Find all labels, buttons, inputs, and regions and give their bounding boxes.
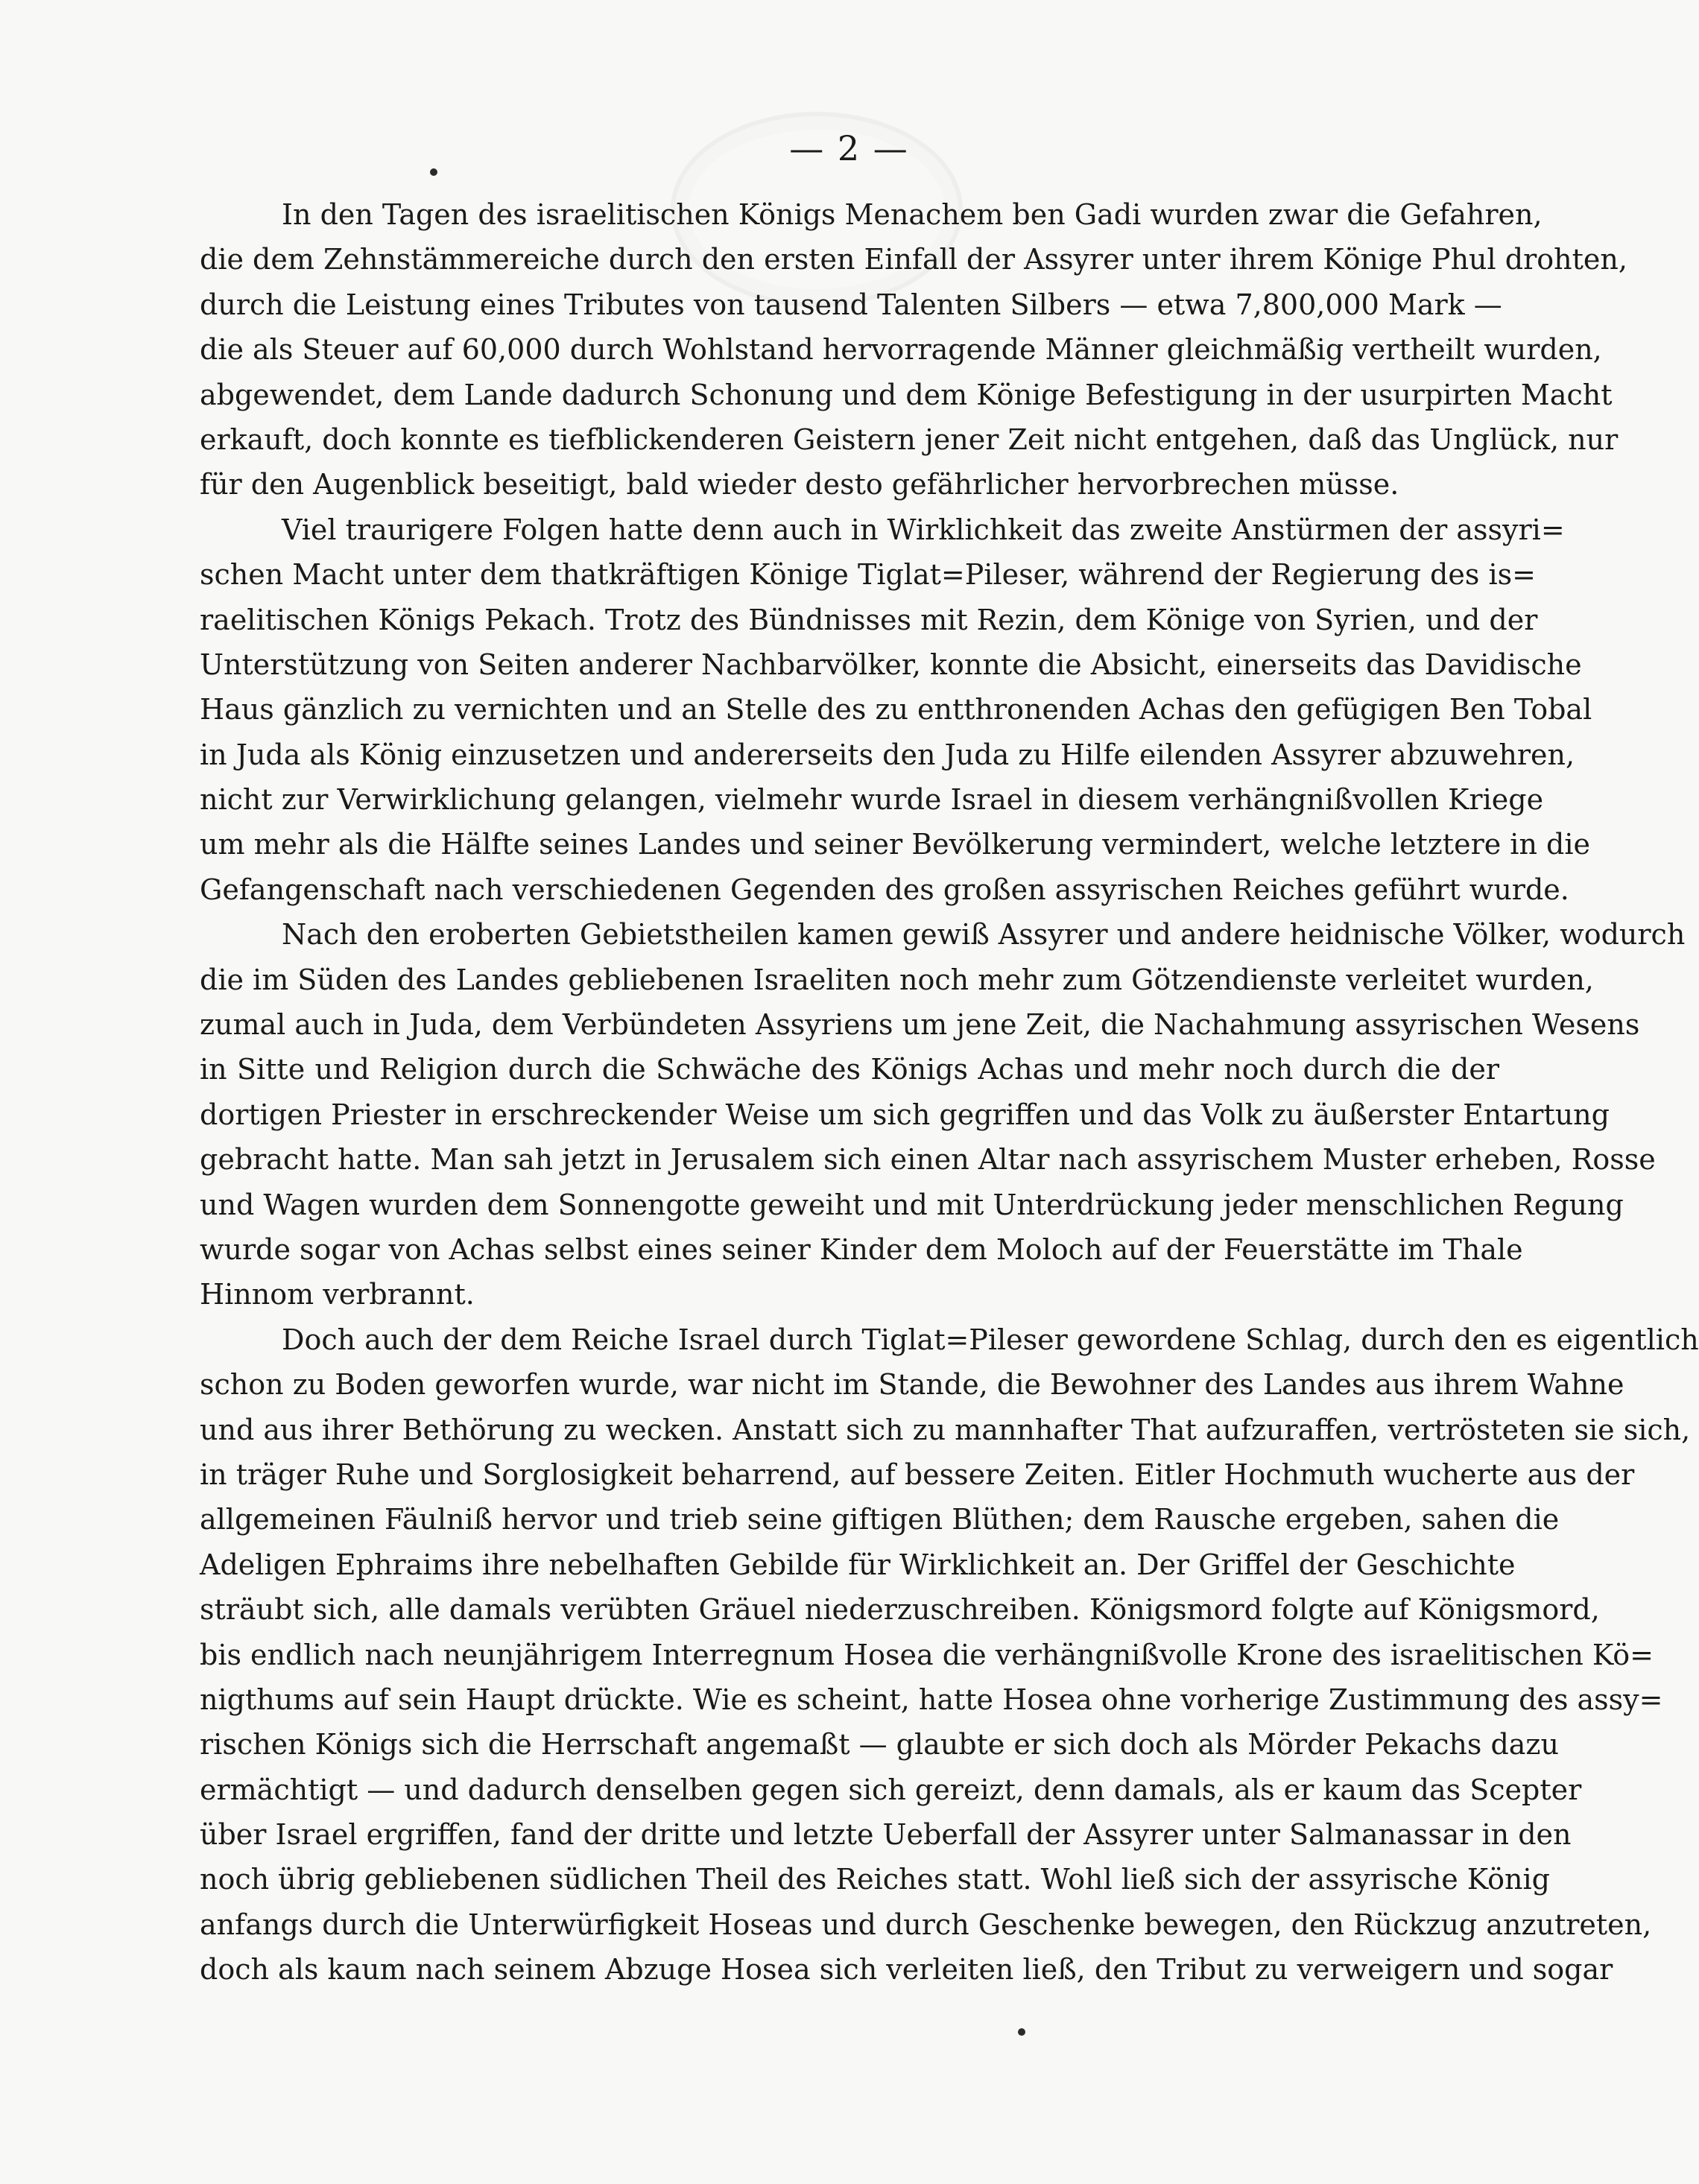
text-line: Hinnom verbrannt. bbox=[200, 1278, 475, 1311]
text-line: Adeligen Ephraims ihre nebelhaften Gebilde für Wirklichkeit an. Der Griffel der Geschichte bbox=[200, 1548, 1516, 1581]
text-line: in Juda als König einzusetzen und andererseits den Juda zu Hilfe eilenden Assyrer abzuwehren, bbox=[200, 738, 1575, 771]
text-line: Haus gänzlich zu vernichten und an Stelle des zu entthronenden Achas den gefügigen Ben Tobal bbox=[200, 693, 1592, 727]
text-line: abgewendet, dem Lande dadurch Schonung und dem Könige Befestigung in der usurpirten Macht bbox=[200, 378, 1613, 411]
text-line: Unterstützung von Seiten anderer Nachbarvölker, konnte die Absicht, einerseits das Davidische bbox=[200, 648, 1582, 681]
text-line: Nach den eroberten Gebietstheilen kamen gewiß Assyrer und andere heidnische Völker, wodurch bbox=[282, 918, 1686, 952]
text-line: rischen Königs sich die Herrschaft angemaßt — glaubte er sich doch als Mörder Pekachs dazu bbox=[200, 1728, 1559, 1762]
text-line: erkauft, doch konnte es tiefblickenderen Geistern jener Zeit nicht entgehen, daß das Unglück, nur bbox=[200, 422, 1619, 456]
text-line: wurde sogar von Achas selbst eines seiner Kinder dem Moloch auf der Feuerstätte im Thale bbox=[200, 1232, 1523, 1266]
text-line: die als Steuer auf 60,000 durch Wohlstand hervorragende Männer gleichmäßig vertheilt wurden, bbox=[200, 333, 1602, 367]
ink-dot bbox=[430, 168, 437, 176]
text-line: schen Macht unter dem thatkräftigen Könige Tiglat=Pileser, während der Regierung des is= bbox=[200, 558, 1536, 592]
text-line: In den Tagen des israelitischen Königs Menachem ben Gadi wurden zwar die Gefahren, bbox=[282, 198, 1543, 231]
text-line: für den Augenblick beseitigt, bald wieder desto gefährlicher hervorbrechen müsse. bbox=[200, 468, 1399, 501]
text-line: Gefangenschaft nach verschiedenen Gegenden des großen assyrischen Reiches geführt wurde. bbox=[200, 873, 1569, 906]
text-line: nigthums auf sein Haupt drückte. Wie es scheint, hatte Hosea ohne vorherige Zustimmung des assy= bbox=[200, 1683, 1663, 1716]
text-line: sträubt sich, alle damals verübten Gräuel niederzuschreiben. Königsmord folgte auf Königsmord, bbox=[200, 1593, 1600, 1627]
text-line: raelitischen Königs Pekach. Trotz des Bündnisses mit Rezin, dem Könige von Syrien, und der bbox=[200, 603, 1538, 636]
paragraph bbox=[200, 912, 1686, 1317]
paragraph bbox=[200, 1317, 1699, 1992]
text-line: noch übrig gebliebenen südlichen Theil des Reiches statt. Wohl ließ sich der assyrische König bbox=[200, 1863, 1550, 1896]
text-line: allgemeinen Fäulniß hervor und trieb seine giftigen Blüthen; dem Rausche ergeben, sahen die bbox=[200, 1503, 1560, 1536]
paragraph bbox=[200, 192, 1627, 507]
text-line: und aus ihrer Bethörung zu wecken. Anstatt sich zu mannhafter That aufzuraffen, vertrösteten sie sich, bbox=[200, 1413, 1691, 1446]
text-line: in Sitte und Religion durch die Schwäche des Königs Achas und mehr noch durch die der bbox=[200, 1053, 1499, 1086]
ink-dot bbox=[1018, 2028, 1025, 2036]
text-line: Viel traurigere Folgen hatte denn auch in Wirklichkeit das zweite Anstürmen der assyri= bbox=[282, 513, 1565, 546]
text-line: in träger Ruhe und Sorglosigkeit beharrend, auf bessere Zeiten. Eitler Hochmuth wucherte aus der bbox=[200, 1457, 1635, 1491]
text-line: und Wagen wurden dem Sonnengotte geweiht und mit Unterdrückung jeder menschlichen Regung bbox=[200, 1188, 1624, 1221]
text-line: gebracht hatte. Man sah jetzt in Jerusalem sich einen Altar nach assyrischem Muster erheben, Rosse bbox=[200, 1143, 1656, 1177]
text-line: doch als kaum nach seinem Abzuge Hosea sich verleiten ließ, den Tribut zu verweigern und sogar bbox=[200, 1953, 1613, 1987]
paragraph bbox=[200, 507, 1592, 913]
text-line: durch die Leistung eines Tributes von tausend Talenten Silbers — etwa 7,800,000 Mark — bbox=[200, 288, 1502, 321]
text-line: die dem Zehnstämmereiche durch den ersten Einfall der Assyrer unter ihrem Könige Phul drohten, bbox=[200, 243, 1627, 276]
text-line: zumal auch in Juda, dem Verbündeten Assyriens um jene Zeit, die Nachahmung assyrischen Wesens bbox=[200, 1008, 1640, 1042]
page-number: — 2 — bbox=[789, 128, 909, 168]
text-line: um mehr als die Hälfte seines Landes und seiner Bevölkerung vermindert, welche letztere in die bbox=[200, 828, 1590, 861]
text-line: anfangs durch die Unterwürfigkeit Hoseas und durch Geschenke bewegen, den Rückzug anzutreten, bbox=[200, 1908, 1652, 1941]
text-line: die im Süden des Landes gebliebenen Israeliten noch mehr zum Götzendienste verleitet wurden, bbox=[200, 963, 1594, 996]
main-text bbox=[200, 192, 1699, 1992]
text-line: Doch auch der dem Reiche Israel durch Tiglat=Pileser gewordene Schlag, durch den es eigentlich bbox=[282, 1323, 1699, 1356]
text-line: schon zu Boden geworfen wurde, war nicht im Stande, die Bewohner des Landes aus ihrem Wahne bbox=[200, 1368, 1624, 1402]
text-line: ermächtigt — und dadurch denselben gegen sich gereizt, denn damals, als er kaum das Scepter bbox=[200, 1773, 1582, 1806]
text-line: bis endlich nach neunjährigem Interregnum Hosea die verhängnißvolle Krone des israelitischen Kö= bbox=[200, 1638, 1654, 1671]
text-line: dortigen Priester in erschreckender Weise um sich gegriffen und das Volk zu äußerster Entartung bbox=[200, 1098, 1610, 1131]
text-line: nicht zur Verwirklichung gelangen, vielmehr wurde Israel in diesem verhängnißvollen Kriege bbox=[200, 783, 1544, 817]
text-line: über Israel ergriffen, fand der dritte und letzte Ueberfall der Assyrer unter Salmanassar in den bbox=[200, 1818, 1572, 1852]
